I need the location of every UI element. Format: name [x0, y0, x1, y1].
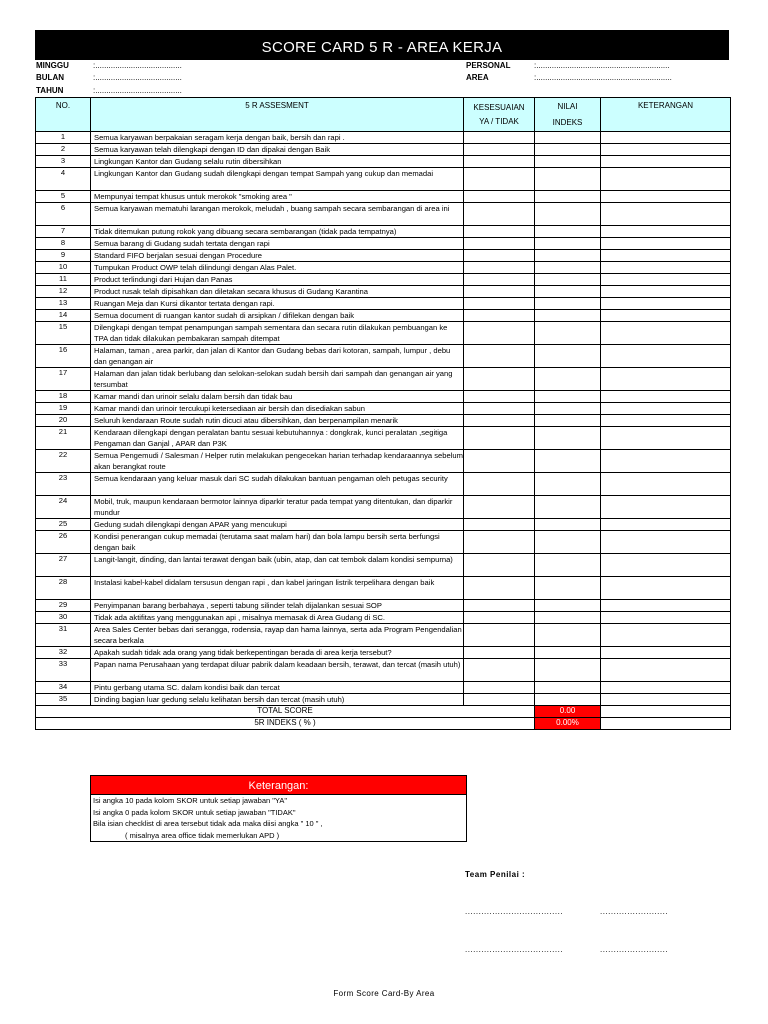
kesesuaian-cell[interactable]	[464, 345, 535, 368]
table-row	[36, 600, 731, 612]
keterangan-title: Keterangan:	[91, 776, 466, 795]
nilai-cell[interactable]	[535, 274, 601, 286]
nilai-cell[interactable]	[535, 286, 601, 298]
keterangan-cell[interactable]	[601, 391, 731, 403]
total-score-label: TOTAL SCORE	[36, 706, 535, 718]
keterangan-cell[interactable]	[601, 624, 731, 647]
row-number: 4	[36, 168, 91, 191]
nilai-cell[interactable]	[535, 156, 601, 168]
nilai-cell[interactable]	[535, 132, 601, 144]
nilai-cell[interactable]	[535, 415, 601, 427]
kesesuaian-cell[interactable]	[464, 203, 535, 226]
table-row	[36, 519, 731, 531]
kesesuaian-cell[interactable]	[464, 624, 535, 647]
nilai-cell[interactable]	[535, 345, 601, 368]
kesesuaian-cell[interactable]	[464, 156, 535, 168]
kesesuaian-cell[interactable]	[464, 368, 535, 391]
assessment-text: Semua karyawan telah dilengkapi dengan ID dan dipakai dengan Baik	[91, 144, 464, 156]
row-number: 3	[36, 156, 91, 168]
signature-line[interactable]: ....................................	[465, 907, 564, 916]
nilai-cell[interactable]	[535, 600, 601, 612]
keterangan-cell[interactable]	[601, 322, 731, 345]
kesesuaian-cell[interactable]	[464, 450, 535, 473]
indeks-label: 5R INDEKS ( % )	[36, 718, 535, 730]
keterangan-cell[interactable]	[601, 496, 731, 519]
nilai-cell[interactable]	[535, 531, 601, 554]
col-header-no: NO.	[36, 98, 91, 132]
assessment-text: Semua document di ruangan kantor sudah di arsipkan / difilekan dengan baik	[91, 310, 464, 322]
assessment-text: Semua karyawan mematuhi larangan merokok, meludah , buang sampah secara sembarangan di area ini	[91, 203, 464, 226]
kesesuaian-cell[interactable]	[464, 168, 535, 191]
minggu-label: MINGGU	[36, 61, 69, 70]
table-row	[36, 262, 731, 274]
table-row	[36, 577, 731, 600]
nilai-cell[interactable]	[535, 519, 601, 531]
kesesuaian-cell[interactable]	[464, 226, 535, 238]
table-row	[36, 345, 731, 368]
keterangan-cell[interactable]	[601, 415, 731, 427]
table-row	[36, 473, 731, 496]
area-label: AREA	[466, 73, 489, 82]
keterangan-cell[interactable]	[601, 612, 731, 624]
assessment-text: Pintu gerbang utama SC. dalam kondisi baik dan tercat	[91, 682, 464, 694]
row-number: 14	[36, 310, 91, 322]
assessment-text: Langit-langit, dinding, dan lantai terawat dengan baik (ubin, atap, dan cat tembok dalam kondisi sempurna)	[91, 554, 464, 577]
indeks-row	[36, 718, 731, 730]
row-number: 2	[36, 144, 91, 156]
personal-field[interactable]: :............................................................	[534, 61, 670, 70]
area-field[interactable]: :.............................................................	[534, 73, 672, 82]
keterangan-cell[interactable]	[601, 191, 731, 203]
table-row	[36, 694, 731, 706]
row-number: 1	[36, 132, 91, 144]
keterangan-cell[interactable]	[601, 286, 731, 298]
kesesuaian-cell[interactable]	[464, 473, 535, 496]
bulan-label: BULAN	[36, 73, 64, 82]
assessment-text: Semua kendaraan yang keluar masuk dari SC sudah dilakukan bantuan pengaman oleh petugas security	[91, 473, 464, 496]
nilai-cell[interactable]	[535, 427, 601, 450]
tahun-field[interactable]: :.......................................	[93, 86, 182, 95]
kesesuaian-cell[interactable]	[464, 274, 535, 286]
table-row	[36, 156, 731, 168]
assessment-text: Semua barang di Gudang sudah tertata dengan rapi	[91, 238, 464, 250]
keterangan-cell[interactable]	[601, 519, 731, 531]
row-number: 16	[36, 345, 91, 368]
keterangan-cell[interactable]	[601, 647, 731, 659]
keterangan-cell[interactable]	[601, 203, 731, 226]
keterangan-cell[interactable]	[601, 659, 731, 682]
nilai-cell[interactable]	[535, 577, 601, 600]
kesesuaian-cell[interactable]	[464, 531, 535, 554]
row-number: 31	[36, 624, 91, 647]
keterangan-cell[interactable]	[601, 274, 731, 286]
keterangan-line: Bila isian checklist di area tersebut tidak ada maka diisi angka " 10 " ,	[93, 819, 323, 828]
kesesuaian-cell[interactable]	[464, 310, 535, 322]
nilai-cell[interactable]	[535, 612, 601, 624]
table-row	[36, 624, 731, 647]
table-row	[36, 298, 731, 310]
table-row	[36, 391, 731, 403]
row-number: 29	[36, 600, 91, 612]
table-row	[36, 682, 731, 694]
col-header-kesesuaian	[464, 98, 535, 132]
nilai-cell[interactable]	[535, 682, 601, 694]
table-row	[36, 368, 731, 391]
assessment-text: Semua Pengemudi / Salesman / Helper rutin melakukan pengecekan harian terhadap kendaraannya sebelum akan berangkat route	[91, 450, 464, 473]
table-row	[36, 191, 731, 203]
table-row	[36, 554, 731, 577]
nilai-cell[interactable]	[535, 310, 601, 322]
assessment-text: Halaman dan jalan tidak berlubang dan selokan-selokan sudah bersih dari sampah dan genangan air yang tersumbat	[91, 368, 464, 391]
total-score-row	[36, 706, 731, 718]
nilai-cell[interactable]	[535, 168, 601, 191]
row-number: 9	[36, 250, 91, 262]
kesesuaian-cell[interactable]	[464, 519, 535, 531]
kesesuaian-label: KESESUAIAN	[473, 103, 525, 112]
table-row	[36, 250, 731, 262]
keterangan-cell[interactable]	[601, 694, 731, 706]
assessment-text: Kondisi penerangan cukup memadai (terutama saat malam hari) dan bola lampu bersih serta berfungsi dengan baik	[91, 531, 464, 554]
kesesuaian-cell[interactable]	[464, 403, 535, 415]
indeks-value: 0.00%	[535, 718, 601, 730]
personal-label: PERSONAL	[466, 61, 511, 70]
nilai-cell[interactable]	[535, 624, 601, 647]
keterangan-cell[interactable]	[601, 531, 731, 554]
assessment-text: Halaman, taman , area parkir, dan jalan di Kantor dan Gudang bebas dari kotoran, sampah, lumpur , debu dan genangan air	[91, 345, 464, 368]
table-header-row	[36, 98, 731, 132]
nilai-cell[interactable]	[535, 647, 601, 659]
row-number: 25	[36, 519, 91, 531]
kesesuaian-cell[interactable]	[464, 694, 535, 706]
assessment-text: Dinding bagian luar gedung selalu kelihatan bersih dan tercat (masih utuh)	[91, 694, 464, 706]
table-row	[36, 659, 731, 682]
row-number: 6	[36, 203, 91, 226]
keterangan-cell[interactable]	[601, 682, 731, 694]
team-penilai-label: Team Penilai :	[465, 870, 526, 879]
kesesuaian-cell[interactable]	[464, 144, 535, 156]
table-row	[36, 310, 731, 322]
nilai-cell[interactable]	[535, 298, 601, 310]
row-number: 34	[36, 682, 91, 694]
keterangan-cell[interactable]	[601, 144, 731, 156]
nilai-cell[interactable]	[535, 368, 601, 391]
assessment-text: Kendaraan dilengkapi dengan peralatan bantu sesuai kebutuhannya : dongkrak, kunci peralatan ,segitiga Pengaman dan Ganjal , APAR dan P3K	[91, 427, 464, 450]
nilai-cell[interactable]	[535, 694, 601, 706]
nilai-cell[interactable]	[535, 191, 601, 203]
assessment-text: Product rusak telah dipisahkan dan diletakan secara khusus di Gudang Karantina	[91, 286, 464, 298]
table-row	[36, 612, 731, 624]
row-number: 10	[36, 262, 91, 274]
nilai-cell[interactable]	[535, 659, 601, 682]
nilai-cell[interactable]	[535, 554, 601, 577]
kesesuaian-cell[interactable]	[464, 391, 535, 403]
keterangan-cell[interactable]	[601, 156, 731, 168]
row-number: 21	[36, 427, 91, 450]
kesesuaian-cell[interactable]	[464, 427, 535, 450]
row-number: 12	[36, 286, 91, 298]
bulan-field[interactable]: :.......................................	[93, 73, 182, 82]
footer-text: Form Score Card-By Area	[333, 989, 435, 998]
row-number: 26	[36, 531, 91, 554]
kesesuaian-cell[interactable]	[464, 250, 535, 262]
col-header-keterangan: KETERANGAN	[601, 98, 731, 132]
kesesuaian-cell[interactable]	[464, 191, 535, 203]
assessment-text: Tumpukan Product OWP telah dilindungi dengan Alas Palet.	[91, 262, 464, 274]
assessment-text: Ruangan Meja dan Kursi dikantor tertata dengan rapi.	[91, 298, 464, 310]
keterangan-cell[interactable]	[601, 262, 731, 274]
row-number: 18	[36, 391, 91, 403]
row-number: 24	[36, 496, 91, 519]
assessment-text: Kamar mandi dan urinoir tercukupi ketersediaan air bersih dan disediakan sabun	[91, 403, 464, 415]
assessment-text: Instalasi kabel-kabel didalam tersusun dengan rapi , dan kabel jaringan listrik terpelihara dengan baik	[91, 577, 464, 600]
table-row	[36, 168, 731, 191]
tahun-label: TAHUN	[36, 86, 64, 95]
row-number: 23	[36, 473, 91, 496]
kesesuaian-cell[interactable]	[464, 132, 535, 144]
nilai-cell[interactable]	[535, 226, 601, 238]
kesesuaian-cell[interactable]	[464, 659, 535, 682]
nilai-cell[interactable]	[535, 238, 601, 250]
table-row	[36, 415, 731, 427]
keterangan-cell[interactable]	[601, 298, 731, 310]
page-title: SCORE CARD 5 R - AREA KERJA	[35, 30, 729, 60]
keterangan-cell[interactable]	[601, 238, 731, 250]
table-row	[36, 203, 731, 226]
kesesuaian-cell[interactable]	[464, 415, 535, 427]
row-number: 7	[36, 226, 91, 238]
kesesuaian-cell[interactable]	[464, 496, 535, 519]
keterangan-cell[interactable]	[601, 450, 731, 473]
total-score-value: 0.00	[535, 706, 601, 718]
keterangan-cell[interactable]	[601, 368, 731, 391]
row-number: 35	[36, 694, 91, 706]
kesesuaian-cell[interactable]	[464, 262, 535, 274]
assessment-text: Dilengkapi dengan tempat penampungan sampah sementara dan secara rutin dilakukan pembuangan ke TPA dan tidak dilakukan pembakaran sampah ditempat	[91, 322, 464, 345]
keterangan-cell[interactable]	[601, 250, 731, 262]
col-header-nilai	[535, 98, 601, 132]
nilai-cell[interactable]	[535, 496, 601, 519]
keterangan-line: ( misalnya area office tidak memerlukan APD )	[125, 830, 280, 840]
row-number: 32	[36, 647, 91, 659]
nilai-cell[interactable]	[535, 250, 601, 262]
table-row	[36, 403, 731, 415]
assessment-text: Penyimpanan barang berbahaya , seperti tabung silinder telah dijalankan sesuai SOP	[91, 600, 464, 612]
assessment-text: Kamar mandi dan urinoir selalu dalam bersih dan tidak bau	[91, 391, 464, 403]
nilai-cell[interactable]	[535, 322, 601, 345]
table-row	[36, 132, 731, 144]
row-number: 5	[36, 191, 91, 203]
row-number: 22	[36, 450, 91, 473]
keterangan-line: Isi angka 0 pada kolom SKOR untuk setiap jawaban "TIDAK"	[93, 807, 296, 817]
assessment-text: Mobil, truk, maupun kendaraan bermotor lainnya diparkir teratur pada tempat yang ditentukan, dan diparkir mundur	[91, 496, 464, 519]
assessment-text: Papan nama Perusahaan yang terdapat diluar pabrik dalam keadaan bersih, terawat, dan tercat (masih utuh)	[91, 659, 464, 682]
table-row	[36, 427, 731, 450]
row-number: 20	[36, 415, 91, 427]
col-header-assesment: 5 R ASSESMENT	[91, 98, 464, 132]
table-row	[36, 496, 731, 519]
table-row	[36, 286, 731, 298]
row-number: 8	[36, 238, 91, 250]
assessment-text: Seluruh kendaraan Route sudah rutin dicuci atau dibersihkan, dan berpenampilan menarik	[91, 415, 464, 427]
keterangan-cell[interactable]	[601, 403, 731, 415]
keterangan-cell[interactable]	[601, 226, 731, 238]
assessment-text: Semua karyawan berpakaian seragam kerja dengan baik, bersih dan rapi .	[91, 132, 464, 144]
kesesuaian-cell[interactable]	[464, 322, 535, 345]
assessment-text: Gedung sudah dilengkapi dengan APAR yang mencukupi	[91, 519, 464, 531]
kesesuaian-cell[interactable]	[464, 238, 535, 250]
row-number: 11	[36, 274, 91, 286]
row-number: 30	[36, 612, 91, 624]
row-number: 17	[36, 368, 91, 391]
table-row	[36, 647, 731, 659]
nilai-cell[interactable]	[535, 450, 601, 473]
assessment-text: Tidak ditemukan putung rokok yang dibuang secara sembarangan (tidak pada tempatnya)	[91, 226, 464, 238]
keterangan-line: Isi angka 10 pada kolom SKOR untuk setiap jawaban "YA"	[93, 796, 288, 805]
kesesuaian-cell[interactable]	[464, 577, 535, 600]
indeks-label: INDEKS	[552, 118, 583, 127]
assessment-text: Mempunyai tempat khusus untuk merokok "smoking area "	[91, 191, 464, 203]
table-row	[36, 226, 731, 238]
kesesuaian-cell[interactable]	[464, 286, 535, 298]
row-number: 28	[36, 577, 91, 600]
kesesuaian-cell[interactable]	[464, 298, 535, 310]
score-table	[35, 97, 731, 730]
signature-line[interactable]: ....................................	[465, 945, 564, 954]
row-number: 15	[36, 322, 91, 345]
keterangan-cell[interactable]	[601, 310, 731, 322]
keterangan-cell[interactable]	[601, 168, 731, 191]
assessment-text: Standard FIFO berjalan sesuai dengan Procedure	[91, 250, 464, 262]
minggu-field[interactable]: :.......................................	[93, 61, 182, 70]
table-row	[36, 531, 731, 554]
assessment-text: Area Sales Center bebas dari serangga, rodensia, rayap dan hama lainnya, serta ada Program Pengendalian secara berkala	[91, 624, 464, 647]
nilai-cell[interactable]	[535, 262, 601, 274]
table-row	[36, 144, 731, 156]
keterangan-cell[interactable]	[601, 554, 731, 577]
assessment-text: Lingkungan Kantor dan Gudang sudah dilengkapi dengan tempat Sampah yang cukup dan memadai	[91, 168, 464, 191]
kesesuaian-cell[interactable]	[464, 600, 535, 612]
assessment-text: Apakah sudah tidak ada orang yang tidak berkepentingan berada di area kerja tersebut?	[91, 647, 464, 659]
signature-line[interactable]: .........................	[600, 945, 669, 954]
keterangan-box	[90, 775, 467, 842]
kesesuaian-cell[interactable]	[464, 612, 535, 624]
assessment-text: Lingkungan Kantor dan Gudang selalu rutin dibersihkan	[91, 156, 464, 168]
keterangan-cell[interactable]	[601, 345, 731, 368]
keterangan-cell[interactable]	[601, 577, 731, 600]
keterangan-cell[interactable]	[601, 473, 731, 496]
signature-line[interactable]: .........................	[600, 907, 669, 916]
indeks-blank	[601, 718, 731, 730]
nilai-cell[interactable]	[535, 403, 601, 415]
row-number: 27	[36, 554, 91, 577]
table-row	[36, 238, 731, 250]
table-row	[36, 274, 731, 286]
row-number: 13	[36, 298, 91, 310]
kesesuaian-cell[interactable]	[464, 682, 535, 694]
ya-tidak-label: YA / TIDAK	[479, 117, 519, 126]
nilai-cell[interactable]	[535, 144, 601, 156]
keterangan-cell[interactable]	[601, 600, 731, 612]
nilai-cell[interactable]	[535, 391, 601, 403]
keterangan-cell[interactable]	[601, 427, 731, 450]
nilai-label: NILAI	[557, 102, 578, 111]
kesesuaian-cell[interactable]	[464, 554, 535, 577]
nilai-cell[interactable]	[535, 473, 601, 496]
total-score-blank	[601, 706, 731, 718]
table-row	[36, 450, 731, 473]
nilai-cell[interactable]	[535, 203, 601, 226]
row-number: 33	[36, 659, 91, 682]
table-row	[36, 322, 731, 345]
assessment-text: Product terlindungi dari Hujan dan Panas	[91, 274, 464, 286]
kesesuaian-cell[interactable]	[464, 647, 535, 659]
assessment-text: Tidak ada aktifitas yang menggunakan api , misalnya memasak di Area Gudang di SC.	[91, 612, 464, 624]
row-number: 19	[36, 403, 91, 415]
keterangan-cell[interactable]	[601, 132, 731, 144]
